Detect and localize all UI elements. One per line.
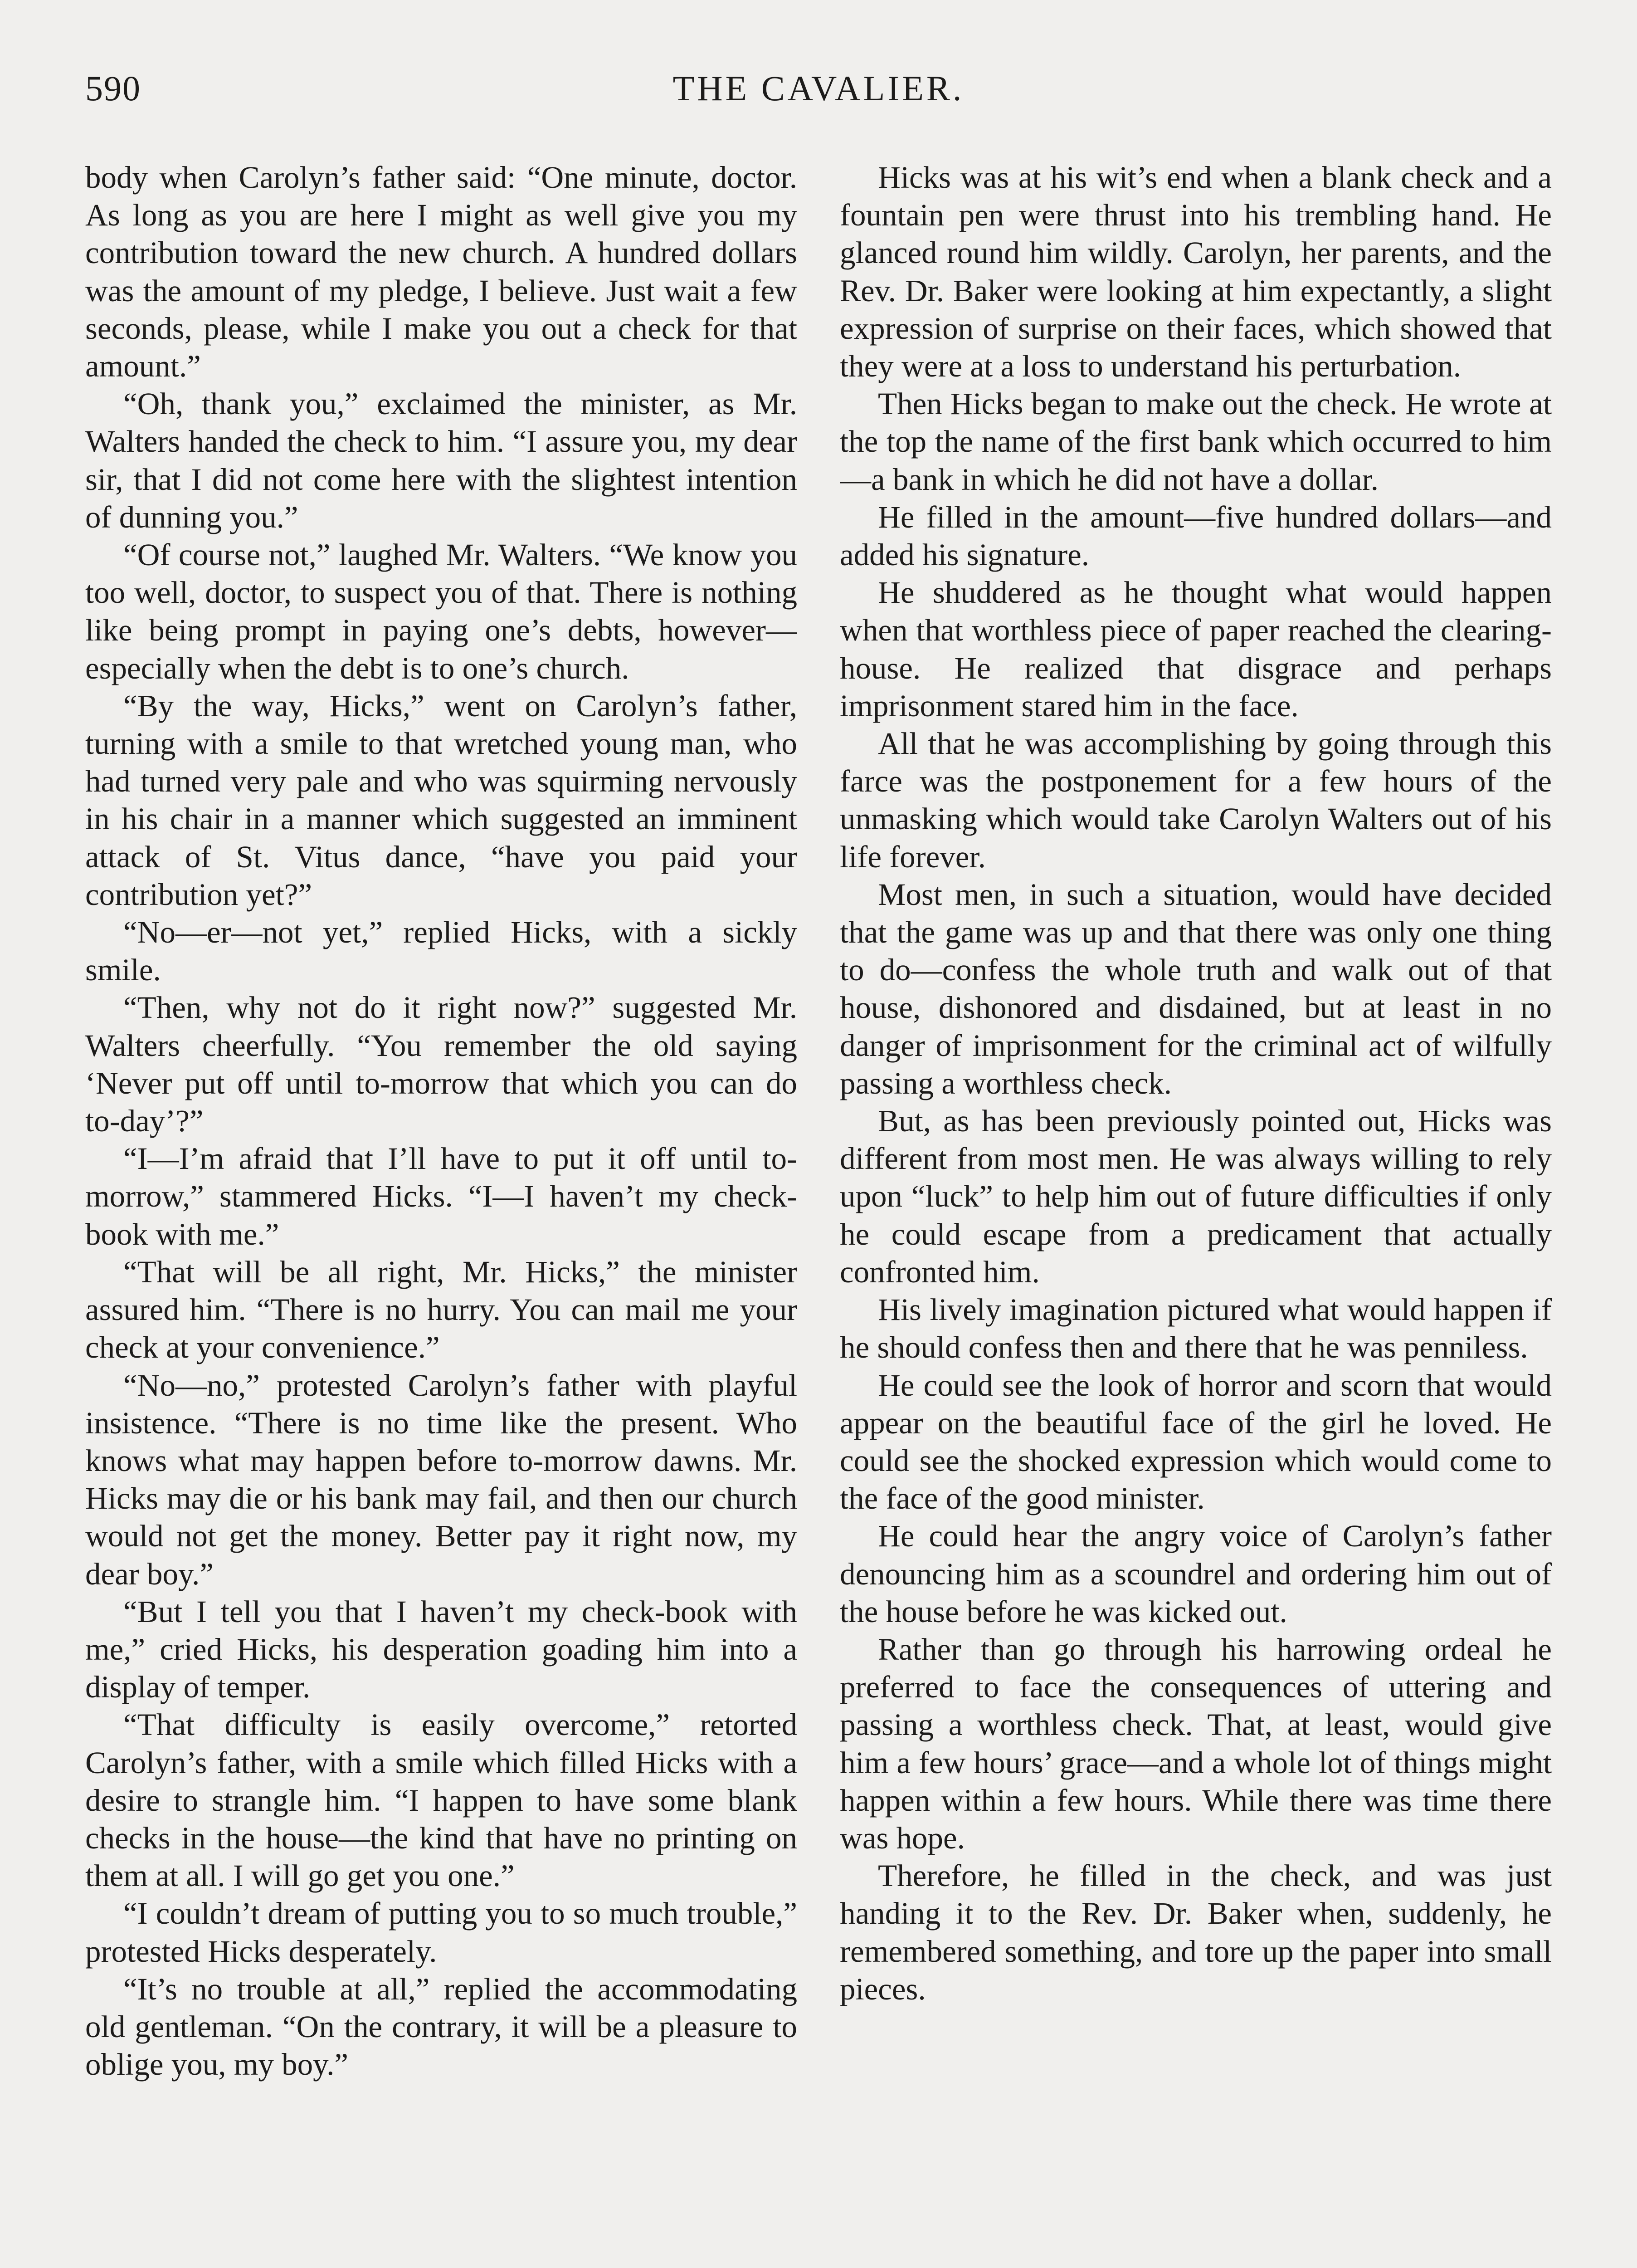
paragraph: Therefore, he filled in the check, and was just handing it to the Rev. Dr. Baker when, suddenly, he remembered something, and tore up the paper into small pieces. [840, 1858, 1552, 2006]
paragraph: “That difficulty is easily overcome,” retorted Carolyn’s father, with a smile which filled Hicks with a desire to strangle him. “I happen to have some blank checks in the house—the kind that have no printing on them at all. I will go get you one.” [85, 1707, 797, 1893]
paragraph: “Of course not,” laughed Mr. Walters. “We know you too well, doctor, to suspect you of that. There is nothing like being prompt in paying one’s debts, however—especially when the debt is to one’s church. [85, 538, 797, 685]
paragraph: All that he was accomplishing by going through this farce was the postponement for a few hours of the unmasking which would take Carolyn Walters out of his life forever. [840, 726, 1552, 874]
paragraph: Rather than go through his harrowing ordeal he preferred to face the consequences of uttering and passing a worthless check. That, at least, would give him a few hours’ grace—and a whole lot of things might happen within a few hours. While there was time there was hope. [840, 1632, 1552, 1855]
paragraph: “It’s no trouble at all,” replied the accommodating old gentleman. “On the contrary, it will be a pleasure to oblige you, my boy.” [85, 1971, 797, 2082]
paragraph: body when Carolyn’s father said: “One minute, doctor. As long as you are here I might as well give you my contribution toward the new church. A hundred dollars was the amount of my pledge, I believe. Just wait a few seconds, please, while I make you out a check for that amount.” [85, 160, 797, 384]
paragraph: “I—I’m afraid that I’ll have to put it off until to-morrow,” stammered Hicks. “I—I haven’t my check-book with me.” [85, 1141, 797, 1251]
paragraph: His lively imagination pictured what would happen if he should confess then and there that he was penniless. [840, 1292, 1552, 1365]
paragraph: “By the way, Hicks,” went on Carolyn’s father, turning with a smile to that wretched young man, who had turned very pale and who was squirming nervously in his chair in a manner which suggested an imminent attack of St. Vitus dance, “have you paid your contribution yet?” [85, 688, 797, 912]
right-text-column [840, 159, 1552, 2268]
paragraph: “That will be all right, Mr. Hicks,” the minister assured him. “There is no hurry. You can mail me your check at your convenience.” [85, 1254, 797, 1365]
paragraph: Most men, in such a situation, would have decided that the game was up and that there was only one thing to do—confess the whole truth and walk out of that house, dishonored and disdained, but at least in no danger of imprisonment for the criminal act of wilfully passing a worthless check. [840, 877, 1552, 1100]
paragraph: He filled in the amount—five hundred dollars—and added his signature. [840, 499, 1552, 572]
paragraph: “Then, why not do it right now?” suggested Mr. Walters cheerfully. “You remember the old saying ‘Never put off until to-morrow that which you can do to-day’?” [85, 990, 797, 1139]
running-title: THE CAVALIER. [672, 68, 965, 108]
paragraph: “Oh, thank you,” exclaimed the minister, as Mr. Walters handed the check to him. “I assure you, my dear sir, that I did not come here with the slightest intention of dunning you.” [85, 386, 797, 534]
page-header [85, 68, 1552, 122]
paragraph: Then Hicks began to make out the check. He wrote at the top the name of the first bank which occurred to him—a bank in which he did not have a dollar. [840, 386, 1552, 497]
paragraph: But, as has been previously pointed out, Hicks was different from most men. He was always willing to rely upon “luck” to help him out of future difficulties if only he could escape from a predicament that actually confronted him. [840, 1104, 1552, 1289]
paragraph: He could hear the angry voice of Carolyn’s father denouncing him as a scoundrel and ordering him out of the house before he was kicked out. [840, 1519, 1552, 1629]
paragraph: He could see the look of horror and scorn that would appear on the beautiful face of the girl he loved. He could see the shocked expression which would come to the face of the good minister. [840, 1368, 1552, 1516]
paragraph: He shuddered as he thought what would happen when that worthless piece of paper reached the clearing-house. He realized that disgrace and perhaps imprisonment stared him in the face. [840, 575, 1552, 723]
paragraph: “I couldn’t dream of putting you to so much trouble,” protested Hicks desperately. [85, 1896, 797, 1969]
paragraph: “No—er—not yet,” replied Hicks, with a sickly smile. [85, 915, 797, 987]
paragraph: “No—no,” protested Carolyn’s father with playful insistence. “There is no time like the present. Who knows what may happen before to-morrow dawns. Mr. Hicks may die or his bank may fail, and then our church would not get the money. Better pay it right now, my dear boy.” [85, 1368, 797, 1591]
left-text-column [85, 159, 797, 2268]
page-number: 590 [85, 68, 141, 108]
paragraph: Hicks was at his wit’s end when a blank check and a fountain pen were thrust into his trembling hand. He glanced round him wildly. Carolyn, her parents, and the Rev. Dr. Baker were looking at him expectantly, a slight expression of surprise on their faces, which showed that they were at a loss to understand his perturbation. [840, 160, 1552, 384]
paragraph: “But I tell you that I haven’t my check-book with me,” cried Hicks, his desperation goading him into a display of temper. [85, 1594, 797, 1705]
